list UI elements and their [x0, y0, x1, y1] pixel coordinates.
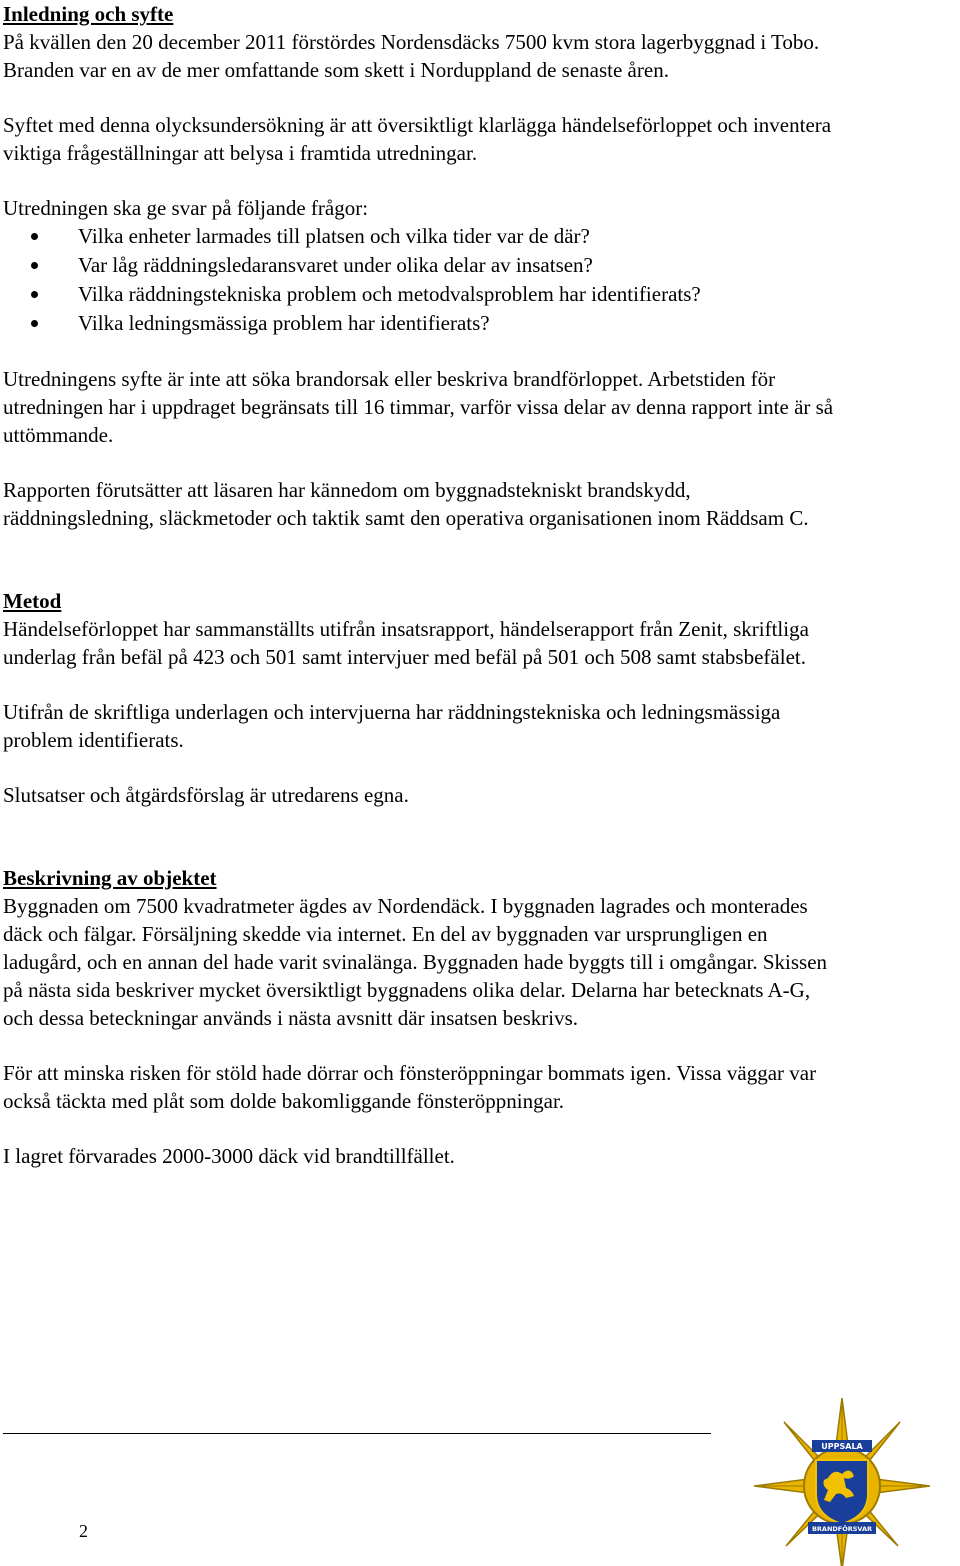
list-item: [3, 222, 955, 251]
text-line: uttömmande.: [3, 423, 114, 447]
intro-paragraph-1: [3, 28, 955, 84]
text-line: också täckta med plåt som dolde bakomliggande fönsteröppningar.: [3, 1089, 565, 1113]
section-heading-method: Metod: [3, 589, 62, 613]
text-line: räddningsledning, släckmetoder och taktik samt den operativa organisationen inom Räddsam C.: [3, 506, 809, 530]
object-paragraph-3: I lagret förvarades 2000-3000 däck vid brandtillfället.: [3, 1144, 455, 1168]
document-page: [3, 0, 955, 1170]
list-item-text: Var låg räddningsledaransvaret under olika delar av insatsen?: [78, 253, 593, 277]
text-line: problem identifierats.: [3, 728, 184, 752]
text-line: på nästa sida beskriver mycket översiktligt byggnadens olika delar. Delarna har betecknats A-G,: [3, 978, 811, 1002]
intro-paragraph-3: [3, 365, 955, 449]
object-paragraph-1: [3, 892, 955, 1032]
list-item-text: Vilka enheter larmades till platsen och vilka tider var de där?: [78, 224, 590, 248]
list-item: [3, 309, 955, 338]
text-line: På kvällen den 20 december 2011 förstördes Nordensdäcks 7500 kvm stora lagerbyggnad i Tobo.: [3, 30, 820, 54]
method-paragraph-2: [3, 698, 955, 754]
text-line: Branden var en av de mer omfattande som skett i Norduppland de senaste åren.: [3, 58, 669, 82]
list-item-text: Vilka ledningsmässiga problem har identifierats?: [78, 311, 490, 335]
text-line: Utifrån de skriftliga underlagen och intervjuerna har räddningstekniska och ledningsmässiga: [3, 700, 781, 724]
questions-list: [3, 222, 955, 338]
method-paragraph-3: Slutsatser och åtgärdsförslag är utredarens egna.: [3, 783, 409, 807]
intro-paragraph-2: [3, 111, 955, 167]
text-line: Syftet med denna olycksundersökning är att översiktligt klarlägga händelseförloppet och inventera: [3, 113, 832, 137]
method-paragraph-1: [3, 615, 955, 671]
section-heading-intro: Inledning och syfte: [3, 2, 174, 26]
fire-brigade-star-emblem-icon: [748, 1398, 936, 1566]
text-line: Händelseförloppet har sammanställts utifrån insatsrapport, händelserapport från Zenit, skriftliga: [3, 617, 809, 641]
text-line: För att minska risken för stöld hade dörrar och fönsteröppningar bommats igen. Vissa väggar var: [3, 1061, 817, 1085]
bullet-icon: [31, 320, 38, 327]
text-line: Byggnaden om 7500 kvadratmeter ägdes av Nordendäck. I byggnaden lagrades och monterades: [3, 894, 808, 918]
text-line: ladugård, och en annan del hade varit svinalänga. Byggnaden hade byggts till i omgångar. Skissen: [3, 950, 828, 974]
intro-paragraph-4: [3, 476, 955, 532]
footer-divider: [3, 1433, 711, 1434]
object-paragraph-2: [3, 1059, 955, 1115]
text-line: utredningen har i uppdraget begränsats till 16 timmar, varför vissa delar av denna rapport inte är så: [3, 395, 834, 419]
list-item-text: Vilka räddningstekniska problem och metodvalsproblem har identifierats?: [78, 282, 701, 306]
list-item: [3, 251, 955, 280]
text-line: viktiga frågeställningar att belysa i framtida utredningar.: [3, 141, 478, 165]
text-line: Rapporten förutsätter att läsaren har kännedom om byggnadstekniskt brandskydd,: [3, 478, 691, 502]
list-item: [3, 280, 955, 309]
bullet-icon: [31, 291, 38, 298]
emblem-top-text: UPPSALA: [821, 1442, 863, 1451]
emblem-bottom-text: BRANDFÖRSVAR: [811, 1525, 873, 1533]
text-line: Utredningens syfte är inte att söka brandorsak eller beskriva brandförloppet. Arbetstiden för: [3, 367, 776, 391]
page-number: 2: [79, 1521, 88, 1541]
questions-intro: Utredningen ska ge svar på följande frågor:: [3, 196, 369, 220]
section-heading-object: Beskrivning av objektet: [3, 866, 217, 890]
text-line: underlag från befäl på 423 och 501 samt intervjuer med befäl på 501 och 508 samt stabsbefälet.: [3, 645, 806, 669]
bullet-icon: [31, 262, 38, 269]
text-line: och dessa beteckningar används i nästa avsnitt där insatsen beskrivs.: [3, 1006, 579, 1030]
bullet-icon: [31, 233, 38, 240]
text-line: däck och fälgar. Försäljning skedde via internet. En del av byggnaden var ursprungligen en: [3, 922, 768, 946]
